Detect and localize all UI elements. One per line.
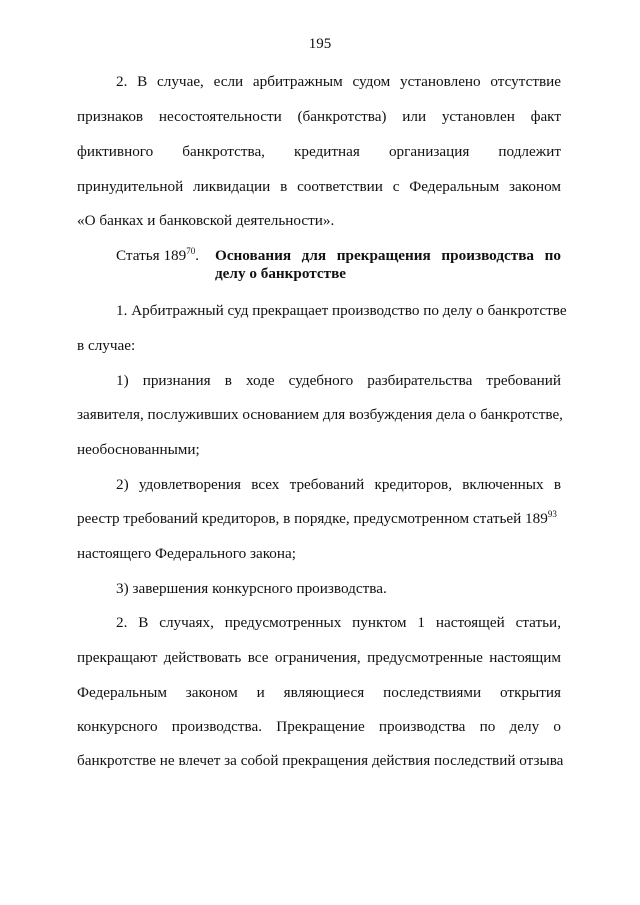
article-title-line: делу о банкротстве: [215, 265, 347, 282]
page-number: 195: [308, 36, 332, 52]
paragraph-line: 2. В случае, если арбитражным судом установлено отсутствие: [116, 73, 561, 90]
paragraph-line: конкурсного производства. Прекращение производства по делу о: [77, 718, 561, 735]
paragraph-line: 2. В случаях, предусмотренных пунктом 1 настоящей статьи,: [116, 614, 561, 631]
paragraph-line: принудительной ликвидации в соответствии с Федеральным законом: [77, 178, 561, 195]
list-item-line: реестр требований кредиторов, в порядке, предусмотренном статьей $189^{93}$: [77, 509, 557, 527]
article-ref-superscript: 93: [547, 509, 557, 519]
paragraph-line: 1. Арбитражный суд прекращает производство по делу о банкротстве: [116, 302, 567, 319]
paragraph-line: прекращают действовать все ограничения, предусмотренные настоящим: [77, 649, 561, 666]
list-item-line: заявителя, послуживших основанием для возбуждения дела о банкротстве,: [77, 406, 563, 423]
list-item-line: 1) признания в ходе судебного разбирательства требований: [116, 372, 561, 389]
article-title: [215, 247, 561, 283]
paragraph-line: банкротстве не влечет за собой прекращения действия последствий отзыва: [77, 752, 564, 769]
list-item-line: 2) удовлетворения всех требований кредиторов, включенных в: [116, 476, 561, 493]
article-label: Статья $189^{70}$.: [116, 246, 200, 264]
article-title-line: Основания для прекращения производства по: [215, 247, 561, 264]
article-label-superscript: 70: [186, 246, 196, 256]
paragraph-line: признаков несостоятельности (банкротства) или установлен факт: [77, 108, 561, 125]
list-item-line: необоснованными;: [77, 441, 200, 458]
paragraph-line: Федеральным законом и являющиеся последствиями открытия: [77, 684, 561, 701]
paragraph-line: фиктивного банкротства, кредитная организация подлежит: [77, 143, 561, 160]
paragraph-line: «О банках и банковской деятельности».: [77, 212, 335, 229]
paragraph-line: в случае:: [77, 337, 136, 354]
list-item-line: настоящего Федерального закона;: [77, 545, 296, 562]
list-item-line: 3) завершения конкурсного производства.: [116, 580, 387, 597]
